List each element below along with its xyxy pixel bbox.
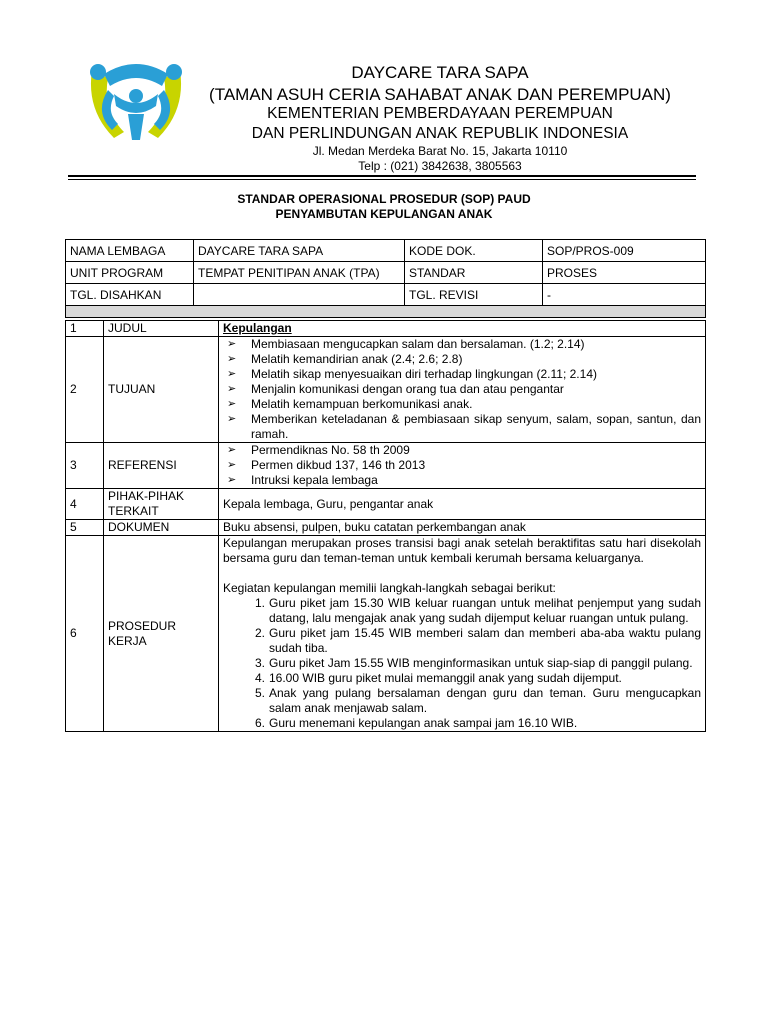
info-row [66,262,706,284]
row-number: 2 [66,337,104,443]
info-label: STANDAR [405,262,543,284]
header-line4: DAN PERLINDUNGAN ANAK REPUBLIK INDONESIA [251,125,629,142]
row-number: 5 [66,520,104,536]
row-label: DOKUMEN [104,520,219,536]
referensi-list [223,443,701,488]
header-rule-thick [68,175,696,177]
arrow-bullet-icon: ➢ [227,368,237,380]
row-label: TUJUAN [104,337,219,443]
info-label: KODE DOK. [405,240,543,262]
list-item: ➢ Membiasaan mengucapkan salam dan bersalaman. (1.2; 2.14) [227,337,585,351]
row-number: 3 [66,443,104,489]
row-tujuan [66,337,706,443]
arrow-bullet-icon: ➢ [227,459,237,471]
prosedur-steps [223,596,701,731]
list-item: 2. Guru piket jam 15.45 WIB memberi salam dan memberi aba-aba waktu pulang sudah tiba. [254,626,701,655]
header-line2: (TAMAN ASUH CERIA SAHABAT ANAK DAN PEREMPUAN) [209,85,671,104]
row-referensi [66,443,706,489]
info-value: PROSES [543,262,706,284]
dokumen-value: Buku absensi, pulpen, buku catatan perkembangan anak [219,520,706,536]
header-address: Jl. Medan Merdeka Barat No. 15, Jakarta 10110 [312,144,568,158]
row-number: 4 [66,489,104,520]
row-label: REFERENSI [104,443,219,489]
info-value [194,284,405,306]
info-label: UNIT PROGRAM [66,262,194,284]
row-label: PROSEDUR KERJA [104,536,219,732]
info-value: TEMPAT PENITIPAN ANAK (TPA) [194,262,405,284]
row-dokumen [66,520,706,536]
header-line3: KEMENTERIAN PEMBERDAYAAN PEREMPUAN [267,105,613,122]
info-row [66,240,706,262]
list-item: 1. Guru piket jam 15.30 WIB keluar ruangan untuk melihat penjemput yang sudah datang, lalu mengajak anak yang sudah dijemput keluar ruangan untuk pulang. [254,596,701,625]
list-item: ➢ Menjalin komunikasi dengan orang tua dan atau pengantar [227,382,564,396]
row-number: 6 [66,536,104,732]
pihak-value: Kepala lembaga, Guru, pengantar anak [219,489,706,520]
doc-title-line2: PENYAMBUTAN KEPULANGAN ANAK [275,207,493,221]
list-item: ➢ Melatih kemandirian anak (2.4; 2.6; 2.8) [227,352,463,366]
row-label: JUDUL [104,321,219,337]
list-item: 3. Guru piket Jam 15.55 WIB menginformasikan untuk siap-siap di panggil pulang. [254,656,693,670]
list-item: 4. 16.00 WIB guru piket mulai memanggil anak yang sudah dijemput. [254,671,622,685]
info-row [66,284,706,306]
arrow-bullet-icon: ➢ [227,383,237,395]
list-item: ➢ Memberikan keteladanan & pembiasaan sikap senyum, salam, sopan, santun, dan ramah. [227,412,701,441]
header-rule-thin [68,179,696,180]
row-number: 1 [66,321,104,337]
list-item: ➢ Melatih kemampuan berkomunikasi anak. [227,397,473,411]
info-table [65,239,706,318]
row-pihak [66,489,706,520]
header-line1: DAYCARE TARA SAPA [351,63,529,82]
info-label: NAMA LEMBAGA [66,240,194,262]
prosedur-intro: Kepulangan merupakan proses transisi bagi anak setelah beraktifitas satu hari disekolah bersama guru dan teman-teman untuk kembali kerumah bersama keluarganya. [223,536,701,565]
kementerian-pppa-logo [84,60,188,146]
arrow-bullet-icon: ➢ [227,413,237,425]
info-label: TGL. REVISI [405,284,543,306]
arrow-bullet-icon: ➢ [227,398,237,410]
sop-table [65,320,706,732]
info-value: DAYCARE TARA SAPA [194,240,405,262]
arrow-bullet-icon: ➢ [227,474,237,486]
list-item: 6. Guru menemani kepulangan anak sampai jam 16.10 WIB. [254,716,578,730]
list-item: ➢ Permen dikbud 137, 146 th 2013 [227,458,426,472]
arrow-bullet-icon: ➢ [227,353,237,365]
row-label: PIHAK-PIHAK TERKAIT [104,489,219,520]
list-item: 5. Anak yang pulang bersalaman dengan guru dan teman. Guru mengucapkan salam anak menjawab salam. [254,686,701,715]
arrow-bullet-icon: ➢ [227,338,237,350]
doc-title-line1: STANDAR OPERASIONAL PROSEDUR (SOP) PAUD [237,192,531,206]
prosedur-lead: Kegiatan kepulangan memilii langkah-langkah sebagai berikut: [223,581,556,595]
list-item: ➢ Melatih sikap menyesuaikan diri terhadap lingkungan (2.11; 2.14) [227,367,597,381]
info-value: - [543,284,706,306]
arrow-bullet-icon: ➢ [227,444,237,456]
info-spacer-row [66,306,706,318]
judul-value: Kepulangan [223,321,292,335]
row-prosedur [66,536,706,732]
info-label: TGL. DISAHKAN [66,284,194,306]
header-phone: Telp : (021) 3842638, 3805563 [358,159,522,173]
tujuan-list [223,337,701,442]
row-judul [66,321,706,337]
info-value: SOP/PROS-009 [543,240,706,262]
list-item: ➢ Permendiknas No. 58 th 2009 [227,443,410,457]
list-item: ➢ Intruksi kepala lembaga [227,473,378,487]
